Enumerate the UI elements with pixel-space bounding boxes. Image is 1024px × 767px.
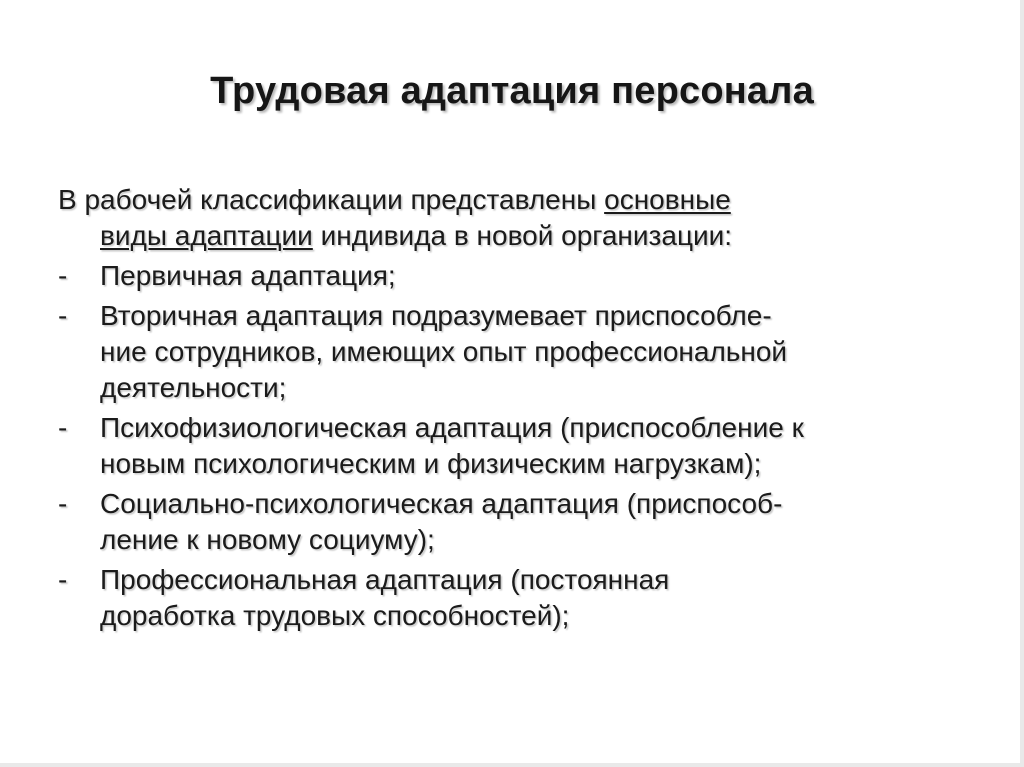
list-item-sociopsychological (58, 486, 978, 558)
slide-title: Трудовая адаптация персонала (210, 70, 814, 112)
bullet-dash: - (58, 300, 68, 331)
list-item-line: Вторичная адаптация подразумевает приспособле- (100, 300, 772, 331)
list-item-line: доработка трудовых способностей); (100, 600, 570, 631)
list-item-line: новым психологическим и физическим нагрузкам); (100, 448, 762, 479)
list-item-primary (58, 258, 978, 294)
bullet-dash: - (58, 412, 68, 443)
list-item-line: Профессиональная адаптация (постоянная (100, 564, 670, 595)
list-item-line: ние сотрудников, имеющих опыт профессиональной (100, 336, 788, 367)
intro-text-end: индивида в новой организации: (312, 220, 733, 251)
list-item-line: Психофизиологическая адаптация (приспособление к (100, 412, 804, 443)
slide-body (58, 182, 978, 638)
bullet-dash: - (58, 488, 68, 519)
intro-underlined-kinds: виды адаптации (100, 220, 313, 251)
bullet-dash: - (58, 260, 68, 291)
list-item-secondary (58, 298, 978, 406)
list-item-professional (58, 562, 978, 634)
list-item-psychophysiological (58, 410, 978, 482)
list-item-line: деятельности; (100, 372, 287, 403)
intro-text-start: В рабочей классификации представлены (58, 184, 605, 215)
intro-underlined-main: основные (604, 184, 731, 215)
bullet-dash: - (58, 564, 68, 595)
list-item-line: Первичная адаптация; (100, 260, 396, 291)
intro-paragraph (58, 182, 978, 254)
list-item-line: ление к новому социуму); (100, 524, 435, 555)
list-item-line: Социально-психологическая адаптация (приспособ- (100, 488, 783, 519)
